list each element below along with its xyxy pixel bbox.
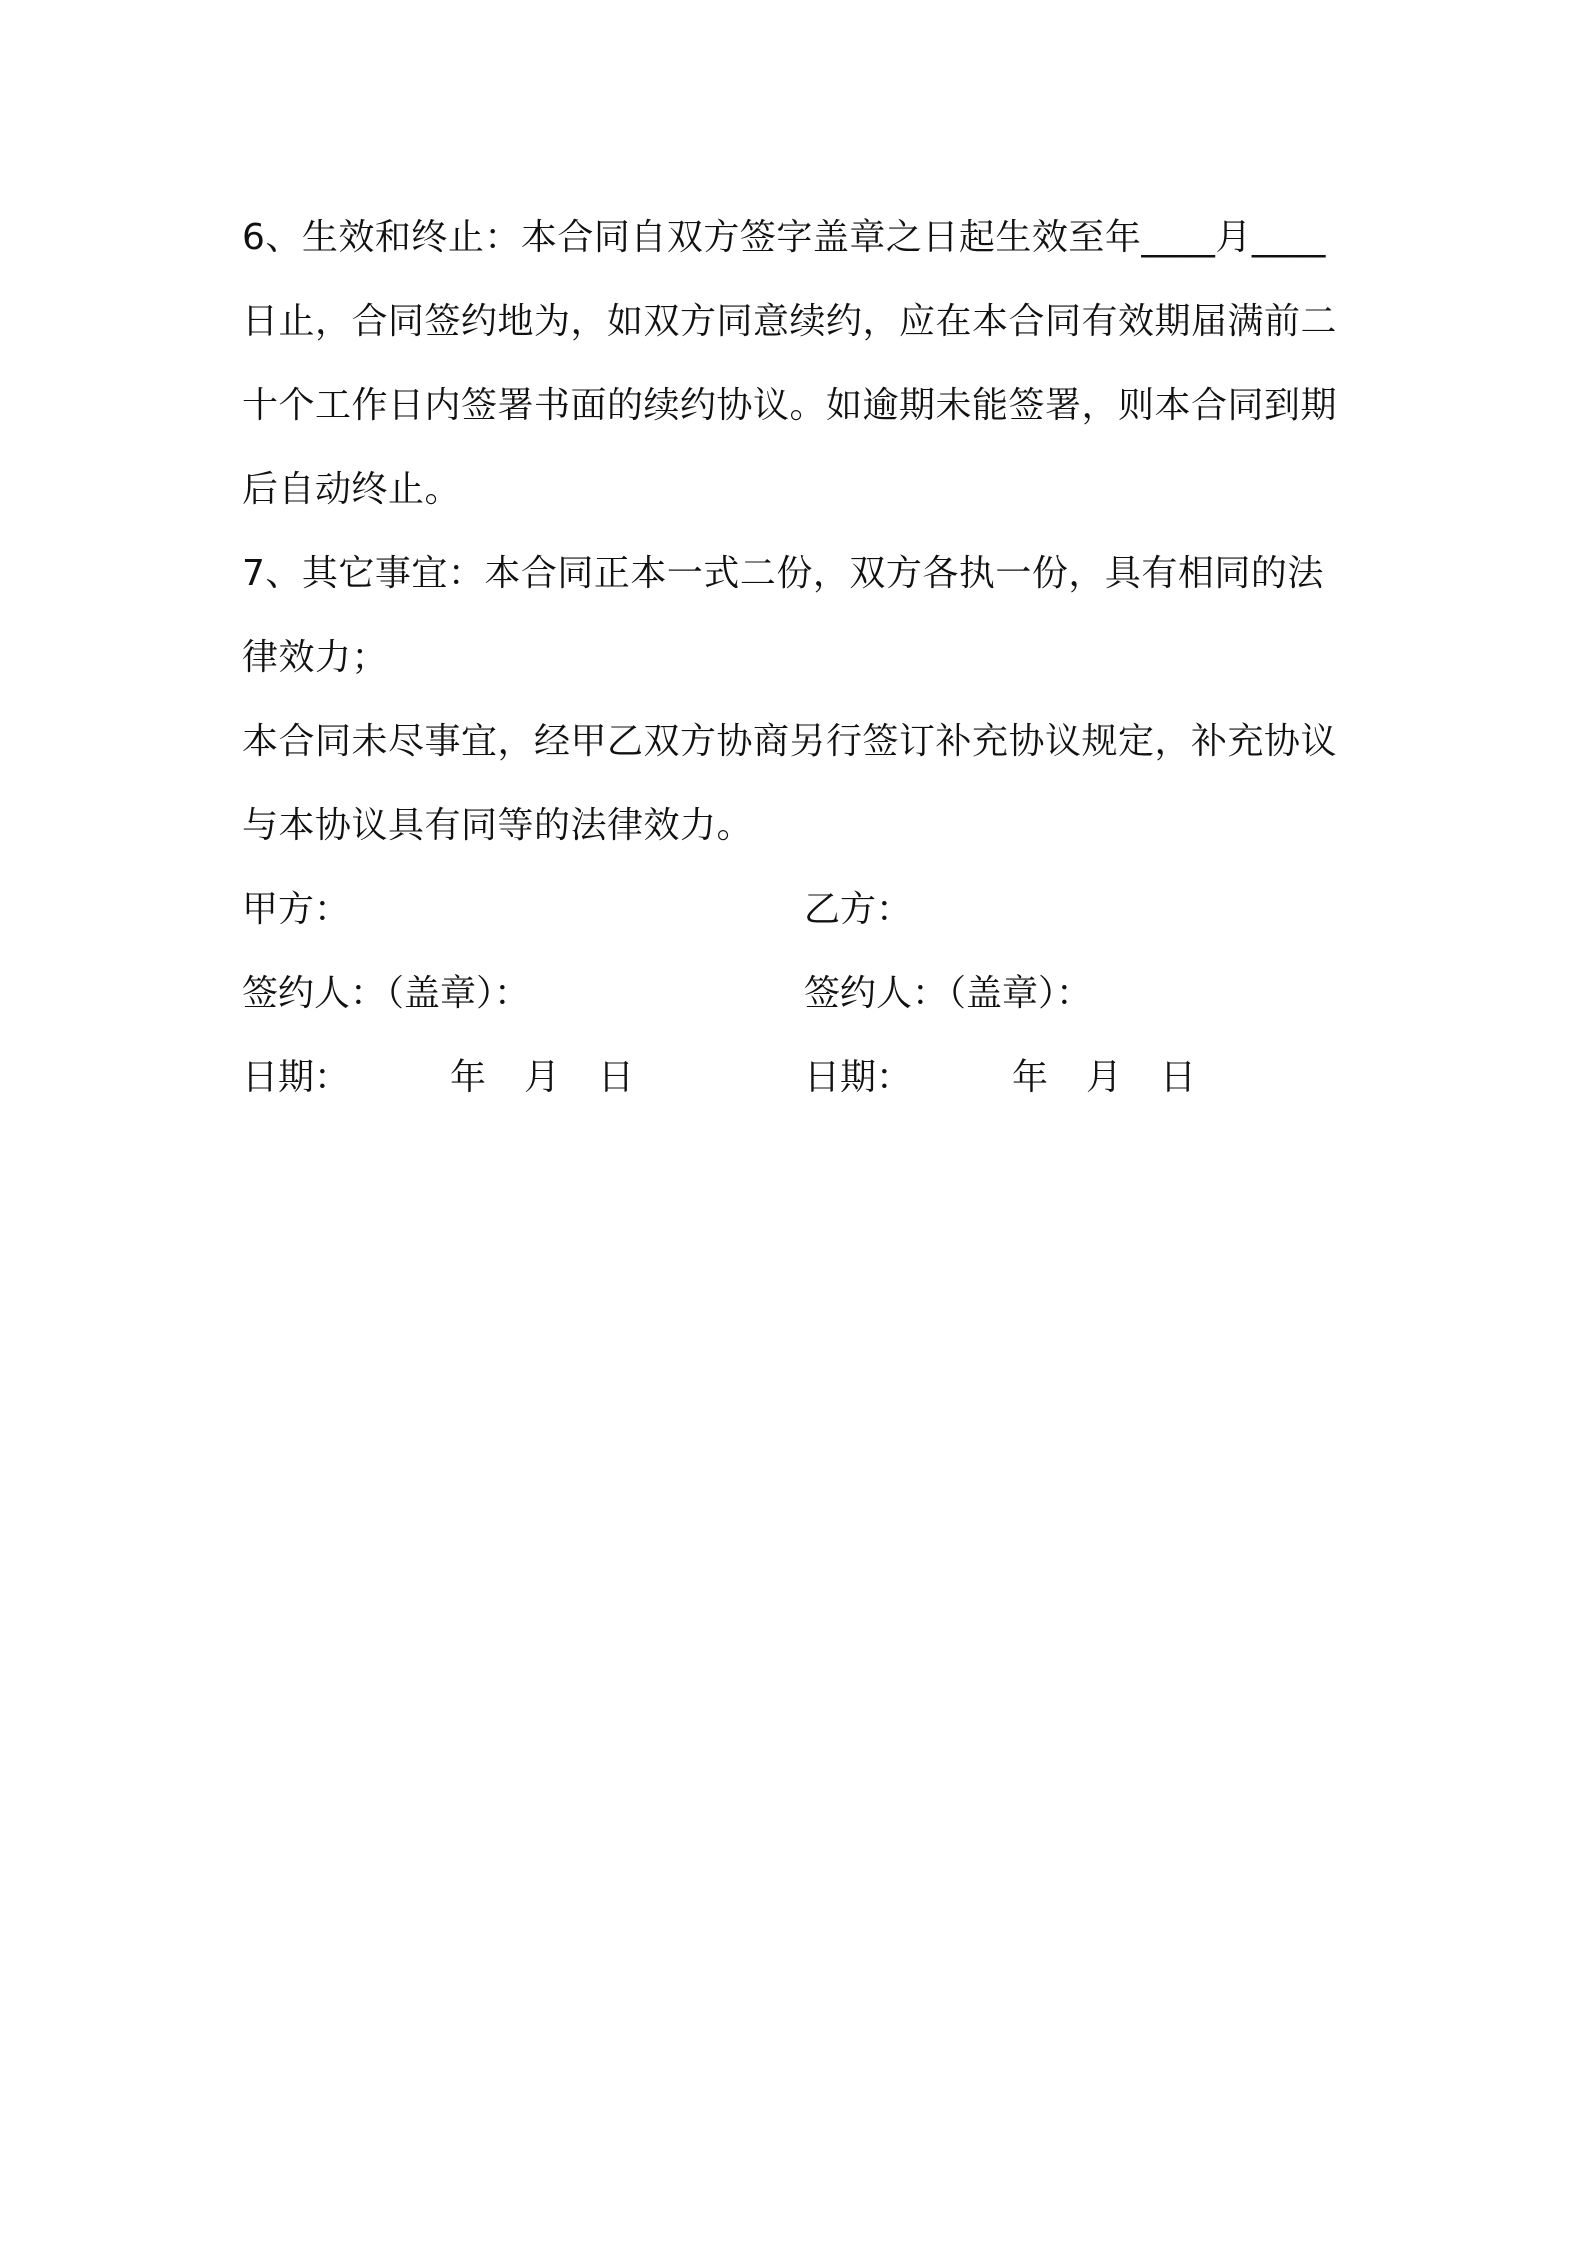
party-a-month: 月: [524, 1057, 561, 1098]
supplement-line-1: 本合同未尽事宜，经甲乙双方协商另行签订补充协议规定，补充协议: [242, 721, 1338, 762]
contract-body: [242, 196, 1362, 1120]
supplement-clause: [242, 700, 1362, 868]
signature-block: [242, 868, 1362, 1120]
signer-row: [242, 952, 1362, 1036]
party-b-label: 乙方：: [804, 889, 913, 930]
clause-7-line-2: 律效力；: [242, 637, 389, 678]
party-a-label: 甲方：: [242, 889, 351, 930]
party-b-month: 月: [1086, 1057, 1123, 1098]
clause-6: [242, 196, 1362, 532]
party-a-year: 年: [450, 1057, 487, 1098]
party-b-date-parts: [1012, 1036, 1234, 1120]
party-a-day: 日: [598, 1057, 635, 1098]
clause-7: [242, 532, 1362, 700]
clause-6-line-2: 日止，合同签约地为，如双方同意续约，应在本合同有效期届满前二: [242, 301, 1338, 342]
party-b-signer: 签约人：（盖章）：: [804, 973, 1093, 1014]
party-a-date-parts: [450, 1036, 672, 1120]
clause-6-line-1: 6、生效和终止：本合同自双方签字盖章之日起生效至年____月____: [242, 217, 1326, 258]
party-b-date: [804, 1036, 1234, 1120]
party-a-signer: 签约人：（盖章）：: [242, 973, 531, 1014]
party-a-date: [242, 1036, 672, 1120]
party-b-day: 日: [1160, 1057, 1197, 1098]
party-a-date-label: 日期：: [242, 1057, 351, 1098]
supplement-line-2: 与本协议具有同等的法律效力。: [242, 805, 754, 846]
date-row: [242, 1036, 1362, 1120]
party-b-year: 年: [1012, 1057, 1049, 1098]
clause-6-line-3: 十个工作日内签署书面的续约协议。如逾期未能签署，则本合同到期: [242, 385, 1338, 426]
party-row: [242, 868, 1362, 952]
party-b-date-label: 日期：: [804, 1057, 913, 1098]
clause-7-line-1: 7、其它事宜：本合同正本一式二份，双方各执一份，具有相同的法: [242, 553, 1324, 594]
clause-6-line-4: 后自动终止。: [242, 469, 462, 510]
